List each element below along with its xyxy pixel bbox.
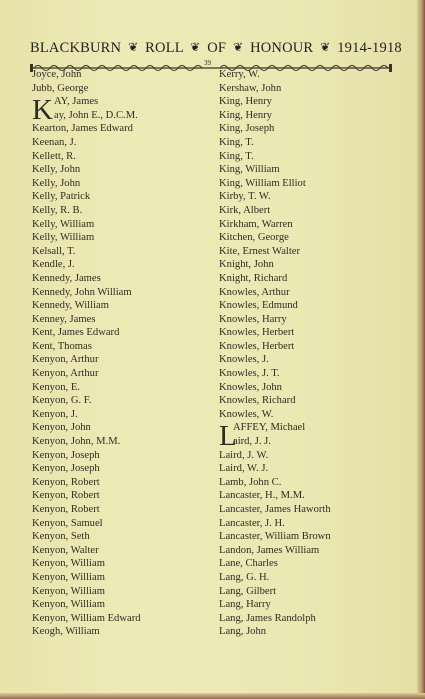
- list-item: Lang, Harry: [219, 599, 271, 611]
- list-item: Keogh, William: [32, 626, 100, 638]
- list-item: Laird, W. J.: [219, 463, 269, 475]
- header-separator-4: ❦: [320, 40, 331, 54]
- list-item: Kenyon, Joseph: [32, 449, 100, 461]
- list-item: Kelsall, T.: [32, 245, 76, 257]
- list-item: Kenyon, J.: [32, 408, 78, 420]
- header-blackburn: BLACKBURN: [30, 40, 122, 56]
- list-item: Kennedy, James: [32, 272, 101, 284]
- page-edge-bottom: [0, 693, 425, 699]
- list-item: Kenyon, Joseph: [32, 463, 100, 475]
- list-item: Kirby, T. W.: [219, 191, 271, 203]
- list-item: King, Henry: [219, 109, 272, 121]
- list-item: King, William: [219, 164, 280, 176]
- list-item: Kenyon, Seth: [32, 531, 90, 543]
- list-item: Knight, Richard: [219, 272, 288, 284]
- list-item: Lane, Charles: [219, 558, 278, 570]
- list-item: Kitchen, George: [219, 232, 289, 244]
- list-item: Kite, Ernest Walter: [219, 245, 301, 257]
- list-item: Kirk, Albert: [219, 204, 271, 216]
- list-item: Kenyon, William Edward: [32, 612, 141, 624]
- list-item: Knowles, Richard: [219, 395, 296, 407]
- page-header: [30, 40, 402, 57]
- header-roll: ROLL: [145, 40, 184, 56]
- list-item: Kenyon, Robert: [32, 490, 100, 502]
- list-item: Lancaster, H., M.M.: [219, 490, 305, 502]
- list-item: Kirkham, Warren: [219, 218, 293, 230]
- list-item: aird, J. J.: [233, 436, 271, 448]
- list-item: Lancaster, James Haworth: [219, 504, 331, 515]
- list-item: Knowles, J. T.: [219, 368, 280, 380]
- list-item: Knowles, Edmund: [219, 300, 298, 312]
- list-item: Kelly, William: [32, 232, 95, 244]
- list-item: Lang, G. H.: [219, 571, 270, 583]
- list-item: Kendle, J.: [32, 259, 75, 271]
- list-item: Knowles, John: [219, 381, 282, 393]
- list-item: Lancaster, William Brown: [219, 531, 331, 543]
- page-number: 39: [204, 59, 211, 67]
- list-item: Lamb, John C.: [219, 476, 282, 488]
- list-item: Kenney, James: [32, 313, 96, 325]
- page-edge-right: [417, 0, 425, 699]
- list-item: Kelly, R. B.: [32, 204, 83, 216]
- list-item: Kent, James Edward: [32, 327, 120, 339]
- header-of: OF: [207, 40, 227, 56]
- list-item: Kenyon, William: [32, 571, 105, 583]
- dropcap-letter: K: [32, 94, 53, 127]
- list-item: Knowles, Harry: [219, 313, 287, 325]
- list-item: King, Henry: [219, 96, 272, 108]
- list-item: AFFEY, Michael: [233, 422, 306, 434]
- list-item: Knowles, W.: [219, 408, 274, 420]
- list-item: Kenyon, Robert: [32, 476, 100, 488]
- list-item: Kenyon, William: [32, 558, 105, 570]
- list-item: Kennedy, John William: [32, 286, 132, 298]
- list-item: Kenyon, Arthur: [32, 368, 99, 380]
- list-item: Kenyon, Arthur: [32, 354, 99, 366]
- left-name-column: [32, 68, 222, 639]
- list-item: Knowles, Arthur: [219, 286, 290, 298]
- list-item: King, Joseph: [219, 123, 275, 135]
- list-item: Kershaw, John: [219, 82, 282, 94]
- list-item: Laird, J. W.: [219, 449, 269, 461]
- header-separator-3: ❦: [232, 40, 244, 54]
- list-item: AY, James: [54, 96, 99, 108]
- list-item: Kelly, John: [32, 177, 81, 189]
- list-item: Knowles, Herbert: [219, 340, 295, 352]
- list-item: Lang, John: [219, 626, 267, 638]
- list-item: Kenyon, Robert: [32, 504, 100, 515]
- list-item: Knowles, J.: [219, 354, 269, 366]
- list-item: Kelly, Patrick: [32, 191, 91, 203]
- header-years: 1914-1918: [337, 40, 402, 56]
- list-item: Kenyon, G. F.: [32, 395, 92, 407]
- list-item: Kelly, John: [32, 164, 81, 176]
- list-item: Kent, Thomas: [32, 340, 92, 352]
- list-item: Kearton, James Edward: [32, 123, 133, 135]
- list-item: Knowles, Herbert: [219, 327, 295, 339]
- list-item: Kerry, W.: [219, 69, 260, 80]
- list-item: King, T.: [219, 150, 254, 162]
- header-honour: HONOUR: [250, 40, 314, 56]
- list-item: Landon, James William: [219, 544, 320, 556]
- header-separator-2: ❦: [190, 40, 201, 54]
- list-item: Kenyon, Walter: [32, 544, 99, 556]
- list-item: Kennedy, William: [32, 300, 109, 312]
- list-item: Kenyon, John, M.M.: [32, 436, 121, 448]
- list-item: ay, John E., D.C.M.: [54, 109, 138, 121]
- list-item: King, William Elliot: [219, 177, 306, 189]
- list-item: King, T.: [219, 136, 254, 148]
- list-item: Joyce, John: [32, 69, 82, 80]
- list-item: Lang, Gilbert: [219, 585, 277, 597]
- list-item: Kenyon, William: [32, 599, 105, 611]
- header-separator-1: ❦: [128, 40, 139, 54]
- list-item: Keenan, J.: [32, 136, 77, 148]
- list-item: Kenyon, John: [32, 422, 91, 434]
- list-item: Kenyon, Samuel: [32, 517, 103, 529]
- list-item: Kelly, William: [32, 218, 95, 230]
- list-item: Kenyon, William: [32, 585, 105, 597]
- dropcap-letter: L: [219, 420, 237, 453]
- list-item: Kellett, R.: [32, 150, 76, 162]
- list-item: Kenyon, E.: [32, 381, 80, 393]
- list-item: Lancaster, J. H.: [219, 517, 285, 529]
- list-item: Jubb, George: [32, 82, 89, 94]
- right-name-column: [219, 68, 409, 639]
- list-item: Lang, James Randolph: [219, 612, 316, 624]
- list-item: Knight, John: [219, 259, 274, 271]
